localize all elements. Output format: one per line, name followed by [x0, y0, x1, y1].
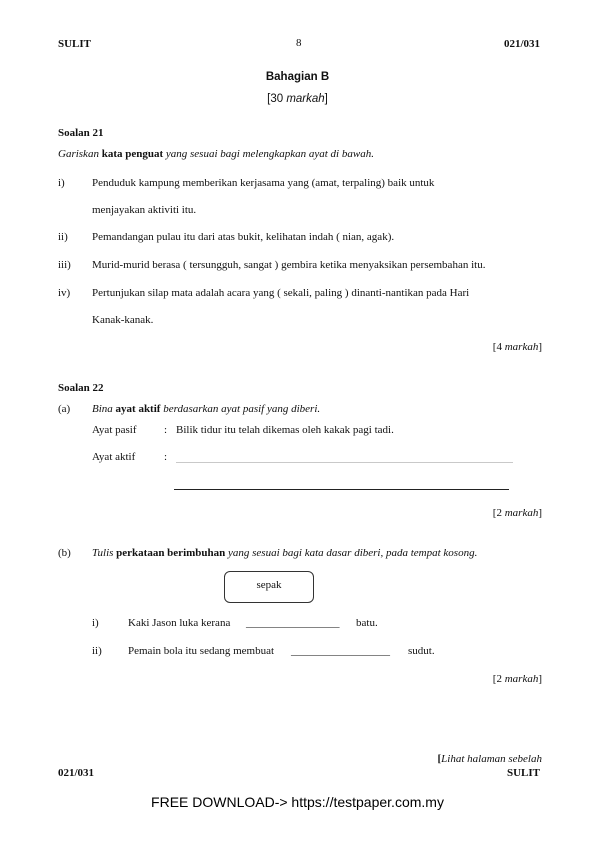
q21-item-text: Pertunjukan silap mata adalah acara yang ( sekali, paling ) dinanti-nantikan pada Hari: [92, 287, 470, 299]
q22b-marks: [493, 673, 542, 685]
q22a-marks: [493, 507, 542, 519]
q22b-item-pre: Pemain bola itu sedang membuat: [128, 645, 275, 657]
q22b-item-post: sudut.: [408, 645, 435, 657]
q22a-instruction: [92, 403, 320, 415]
page-number: 8: [296, 37, 302, 49]
q22b-item-num: i): [92, 617, 99, 629]
section-marks: [0, 93, 595, 105]
q21-instr-post: yang sesuai bagi melengkapkan ayat di bawah.: [163, 148, 374, 160]
q21-instr-pre: Gariskan: [58, 148, 102, 160]
q22a-instr-pre: Bina: [92, 403, 116, 415]
section-marks-word: markah: [286, 93, 325, 105]
q22b-item-blank[interactable]: __________________: [291, 645, 390, 657]
ayat-aktif-label: Ayat aktif: [92, 451, 136, 463]
q22b-item-blank[interactable]: _________________: [246, 617, 340, 629]
answer-line-1[interactable]: [176, 462, 513, 463]
q22a-marks-close: ]: [538, 507, 542, 519]
header-code: 021/031: [503, 38, 540, 50]
q21-item-text: Penduduk kampung memberikan kerjasama yang (amat, terpaling) baik untuk: [92, 177, 435, 189]
q22b-marks-open: [2: [492, 673, 505, 685]
q21-item-text: Pemandangan pulau itu dari atas bukit, kelihatan indah ( nian, agak).: [92, 231, 395, 243]
q22a-marks-open: [2: [492, 507, 505, 519]
header-sulit: SULIT: [58, 38, 92, 50]
q22b-marks-close: ]: [538, 673, 542, 685]
q22b-item-num: ii): [92, 645, 102, 657]
q22-heading: Soalan 22: [58, 382, 104, 394]
section-marks-close: ]: [324, 93, 328, 105]
q21-item-text-cont: Kanak-kanak.: [92, 314, 154, 326]
q21-item-num: iii): [58, 259, 71, 271]
q21-marks-close: ]: [538, 341, 542, 353]
footer-code: 021/031: [58, 767, 95, 779]
answer-line-2[interactable]: [174, 489, 509, 490]
q21-item-num: i): [58, 177, 65, 189]
ayat-aktif-colon: :: [164, 451, 168, 463]
next-page-note: [437, 753, 542, 765]
q22a-marks-word: markah: [504, 507, 539, 519]
q21-instruction: [58, 148, 374, 160]
q21-heading: Soalan 21: [58, 127, 104, 139]
q22a-label: (a): [58, 403, 71, 415]
q22b-item-post: batu.: [356, 617, 378, 629]
q22b-instruction: [92, 547, 477, 559]
q21-marks-word: markah: [504, 341, 539, 353]
q21-item-text-cont: menjayakan aktiviti itu.: [92, 204, 197, 216]
q22a-instr-bold: ayat aktif: [115, 403, 161, 415]
footer-sulit: SULIT: [506, 767, 540, 779]
q21-marks-open: [4: [492, 341, 505, 353]
q22b-item-pre: Kaki Jason luka kerana: [128, 617, 231, 629]
q22b-label: (b): [58, 547, 71, 559]
q21-item-num: iv): [58, 287, 71, 299]
q21-item-text: Murid-murid berasa ( tersungguh, sangat ) gembira ketika menyaksikan persembahan itu.: [92, 259, 486, 271]
q22b-instr-pre: Tulis: [92, 547, 117, 559]
q21-instr-bold: kata penguat: [101, 148, 164, 160]
root-word: sepak: [256, 579, 282, 591]
section-marks-open: [30: [267, 93, 287, 105]
ayat-pasif-colon: :: [164, 424, 168, 436]
q22a-instr-post: berdasarkan ayat pasif yang diberi.: [160, 403, 321, 415]
q22b-instr-post: yang sesuai bagi kata dasar diberi, pada tempat kosong.: [225, 547, 478, 559]
download-link[interactable]: FREE DOWNLOAD-> https://testpaper.com.my: [151, 794, 444, 810]
next-page-bracket: [: [437, 753, 442, 765]
section-title: Bahagian B: [265, 71, 330, 83]
next-page-text: Lihat halaman sebelah: [441, 753, 542, 765]
q21-item-num: ii): [58, 231, 68, 243]
q22b-instr-bold: perkataan berimbuhan: [116, 547, 226, 559]
ayat-pasif-label: Ayat pasif: [92, 424, 137, 436]
ayat-pasif-text: Bilik tidur itu telah dikemas oleh kakak pagi tadi.: [176, 424, 394, 436]
q21-marks: [493, 341, 542, 353]
q22b-marks-word: markah: [504, 673, 539, 685]
